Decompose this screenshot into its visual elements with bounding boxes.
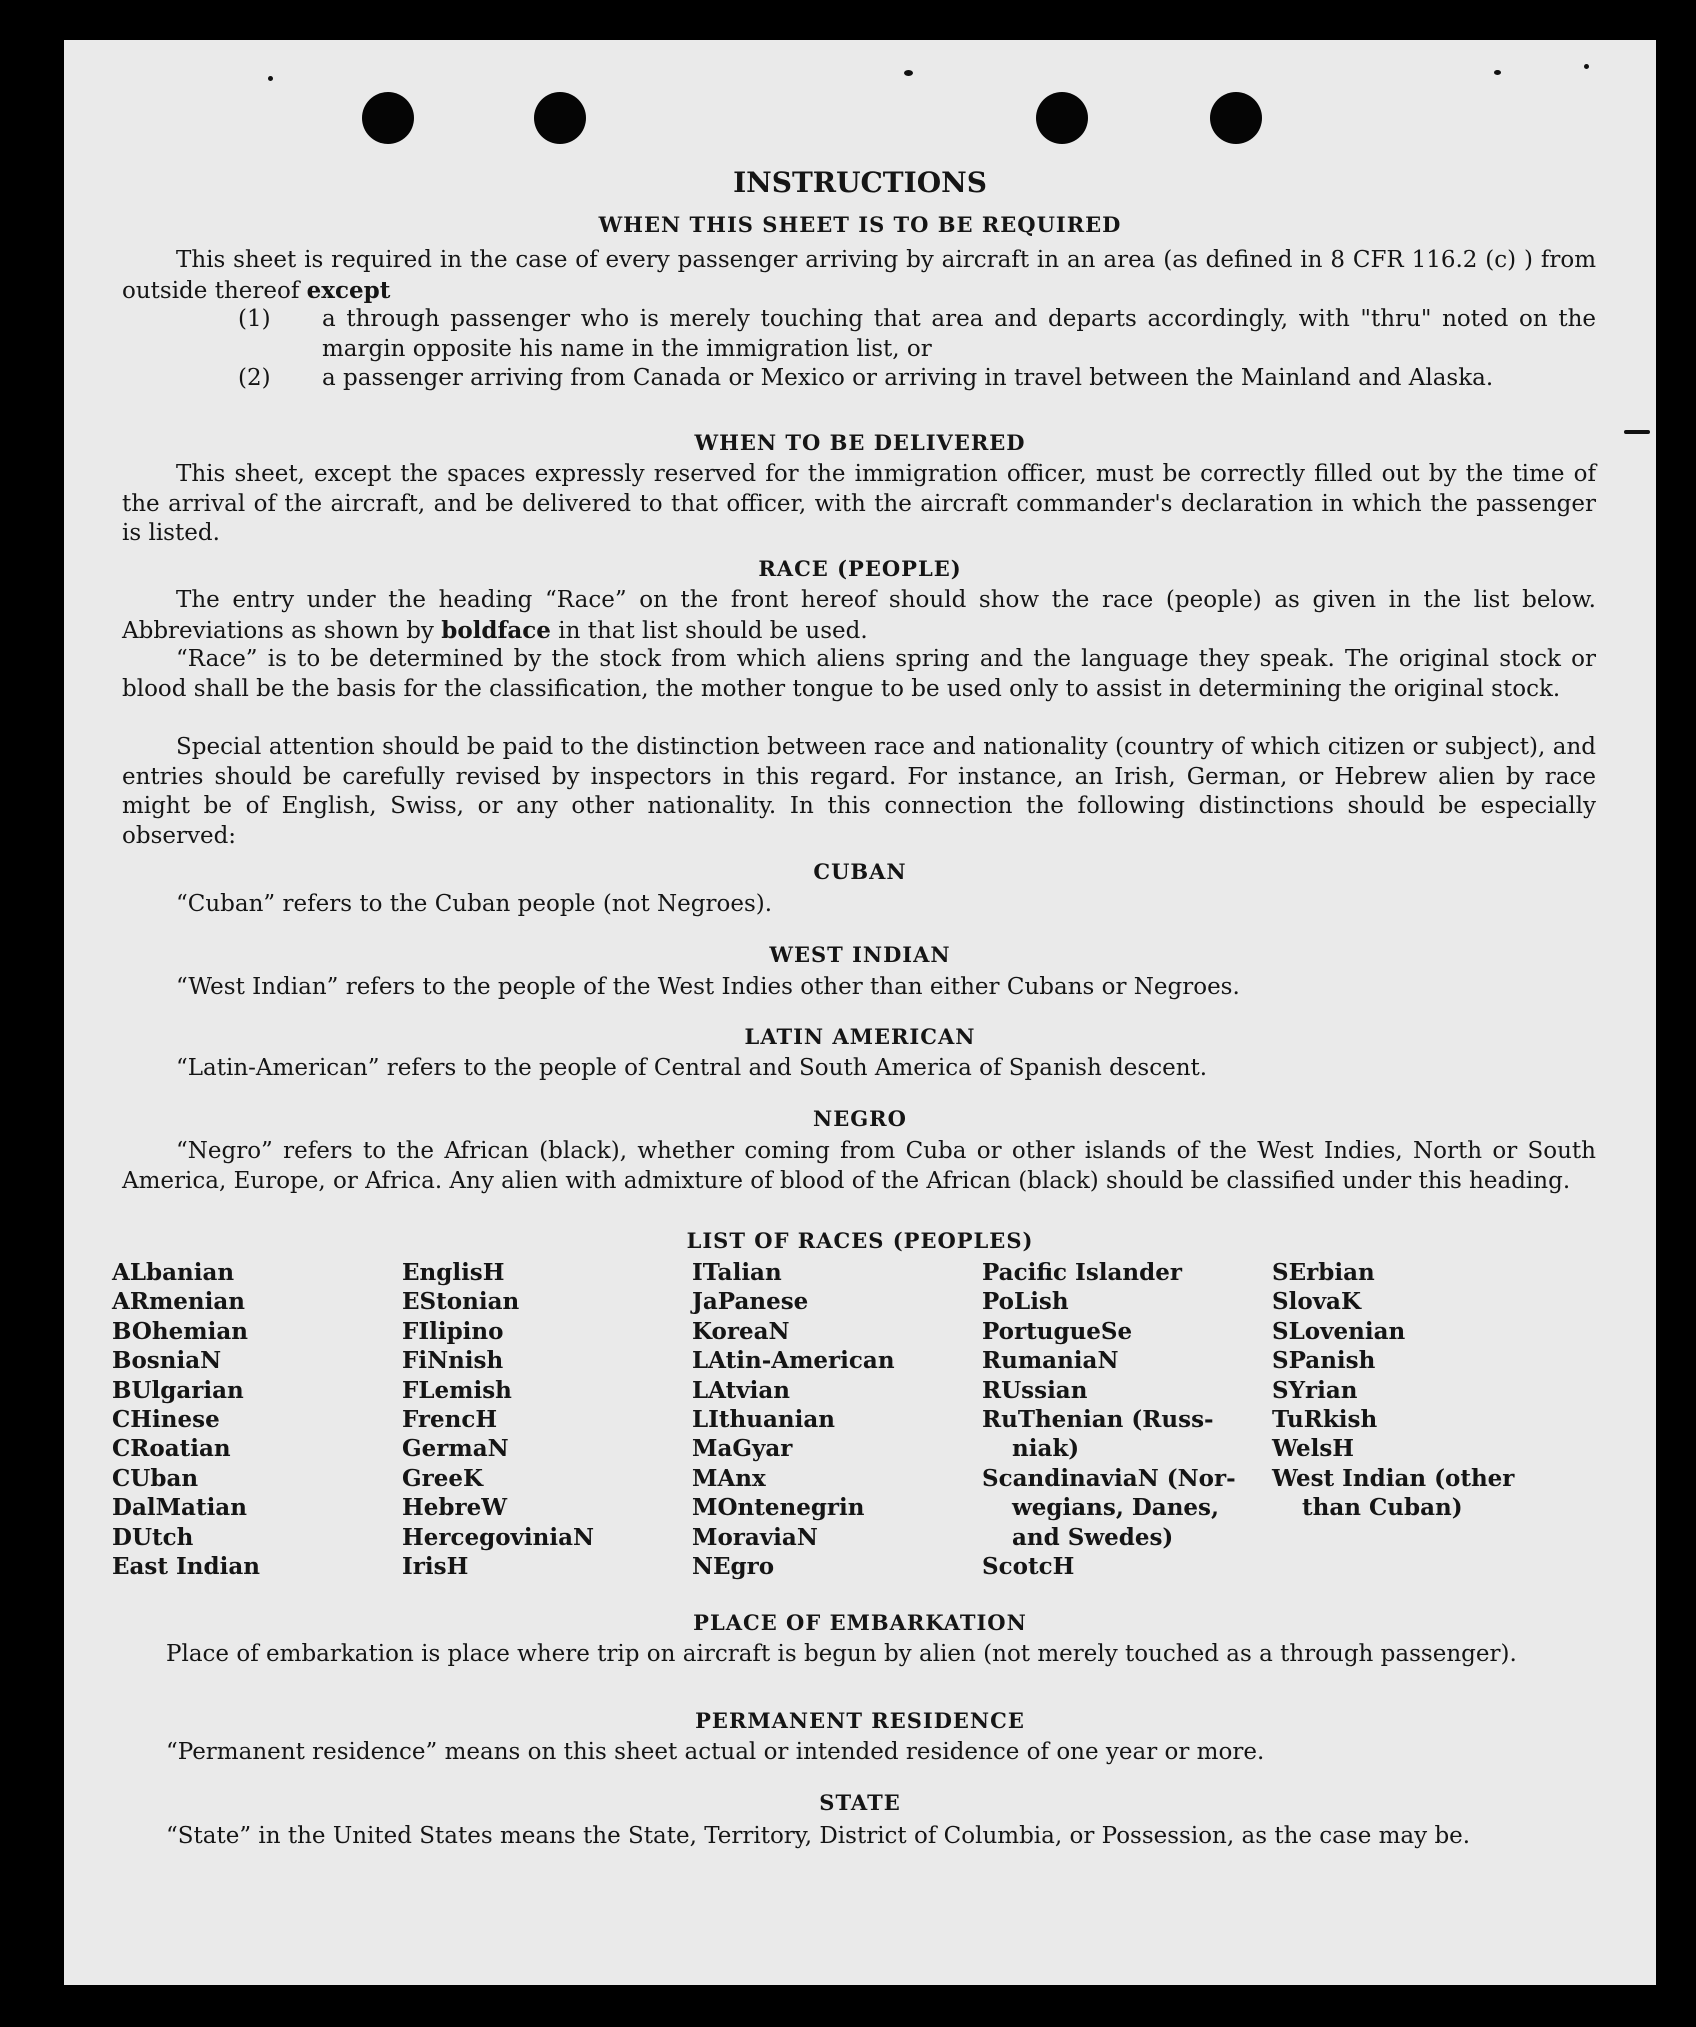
race-entry: ARmenian: [112, 1288, 246, 1316]
race-entry: BOhemian: [112, 1317, 248, 1345]
heading-cuban: CUBAN: [813, 859, 907, 884]
race-entry: TuRkish: [1272, 1406, 1378, 1434]
heading-west-indian: WEST INDIAN: [769, 942, 951, 967]
race-entry: RUssian: [982, 1376, 1088, 1404]
delivered-text: This sheet, except the spaces expressly reserved for the immigration officer, must be correctly filled out by the time of the arrival of the aircraft, and be delivered to that officer, with the aircraft commander's declaration in which the passenger is listed.: [122, 461, 1596, 546]
race-entry: HebreW: [402, 1494, 508, 1522]
race-entry: ScandinaviaN (Nor-: [982, 1464, 1236, 1492]
punch-hole: [1036, 92, 1088, 144]
race-column: [112, 1258, 260, 1581]
speck: [1584, 64, 1589, 69]
race-entry: HercegoviniaN: [402, 1523, 595, 1551]
speck: [904, 70, 913, 76]
race-entry: SYrian: [1272, 1376, 1358, 1404]
race-entry: ITalian: [692, 1259, 782, 1286]
race-entry: ALbanian: [112, 1259, 235, 1286]
race-entry: CRoatian: [112, 1435, 231, 1463]
race-entry: CUban: [112, 1464, 199, 1492]
race-entry: DalMatian: [112, 1494, 247, 1522]
race-entry: BUlgarian: [112, 1376, 244, 1404]
heading-negro: NEGRO: [813, 1106, 907, 1131]
residence-text: “Permanent residence” means on this sheet actual or intended residence of one year or more.: [166, 1739, 1265, 1765]
race-entry: than Cuban): [1302, 1494, 1463, 1522]
race-paragraph-3: Special attention should be paid to the distinction between race and nationality (country of which citizen or subject), and entries should be carefully revised by inspectors in this regard. For instance, an Irish, German, or Hebrew alien by race might be of English, Swiss, or any other nationality. In this connection the following distinctions should be especially observed:: [122, 734, 1596, 849]
race-entry: GreeK: [402, 1464, 484, 1492]
race-entry: GermaN: [402, 1435, 509, 1463]
west-indian-text: “West Indian” refers to the people of the West Indies other than either Cubans or Negroes.: [176, 974, 1240, 1000]
race-entry: LAtin-American: [692, 1347, 895, 1375]
race-entry: FIlipino: [402, 1317, 504, 1345]
heading-list-of-races: LIST OF RACES (PEOPLES): [686, 1228, 1034, 1253]
race-entry: IrisH: [402, 1553, 469, 1581]
cuban-text: “Cuban” refers to the Cuban people (not Negroes).: [176, 891, 773, 917]
race-entry: FrencH: [402, 1406, 498, 1434]
race-entry: East Indian: [112, 1553, 260, 1581]
race-column: [982, 1258, 1236, 1581]
race-entry: SlovaK: [1272, 1288, 1361, 1316]
race-list: [112, 1258, 1612, 1588]
punch-hole: [362, 92, 414, 144]
race-entry: FiNnish: [402, 1347, 504, 1375]
race-entry: RumaniaN: [982, 1347, 1119, 1375]
race-entry: WelsH: [1272, 1435, 1355, 1463]
required-item-2: (2) a passenger arriving from Canada or Mexico or arriving in travel between the Mainland and Alaska.: [238, 365, 1494, 391]
heading-state: STATE: [819, 1790, 901, 1815]
embarkation-text: Place of embarkation is place where trip on aircraft is begun by alien (not merely touched as a through passenger).: [166, 1641, 1517, 1667]
race-entry: ScotcH: [982, 1553, 1075, 1581]
race-paragraph-1: The entry under the heading “Race” on the front hereof should show the race (people) as given in the list below. Abbreviations as shown by boldface in that list should be used.: [122, 587, 1596, 644]
race-column: [1272, 1258, 1514, 1523]
race-entry: BosniaN: [112, 1347, 222, 1375]
state-text: “State” in the United States means the State, Territory, District of Columbia, or Possession, as the case may be.: [166, 1823, 1471, 1849]
race-entry: PoLish: [982, 1288, 1069, 1316]
heading-race: RACE (PEOPLE): [758, 556, 962, 581]
race-entry: SPanish: [1272, 1347, 1376, 1375]
required-item-1: (1) a through passenger who is merely touching that area and departs accordingly, with "thru" noted on the margin opposite his name in the immigration list, or: [238, 306, 1596, 362]
race-entry: niak): [1012, 1435, 1080, 1463]
speck: [268, 76, 273, 81]
race-column: [402, 1258, 594, 1581]
heading-residence: PERMANENT RESIDENCE: [695, 1708, 1025, 1733]
race-entry: Pacific Islander: [982, 1259, 1182, 1286]
race-entry: LIthuanian: [692, 1406, 835, 1434]
heading-latin-american: LATIN AMERICAN: [744, 1024, 976, 1049]
race-entry: MAnx: [692, 1464, 766, 1492]
race-entry: MoraviaN: [692, 1523, 818, 1551]
heading-required: WHEN THIS SHEET IS TO BE REQUIRED: [598, 212, 1122, 237]
race-entry: West Indian (other: [1272, 1464, 1515, 1492]
race-entry: MOntenegrin: [692, 1494, 865, 1522]
race-entry: LAtvian: [692, 1376, 790, 1404]
punch-hole: [1210, 92, 1262, 144]
race-entry: CHinese: [112, 1406, 220, 1434]
race-entry: EnglisH: [402, 1259, 505, 1286]
race-paragraph-2: “Race” is to be determined by the stock from which aliens spring and the language they speak. The original stock or blood shall be the basis for the classification, the mother tongue to be used only to assist in determining the original stock.: [122, 646, 1596, 702]
punch-hole: [534, 92, 586, 144]
heading-embarkation: PLACE OF EMBARKATION: [693, 1610, 1027, 1635]
race-entry: and Swedes): [1012, 1523, 1174, 1551]
race-entry: SErbian: [1272, 1259, 1375, 1286]
page-title: INSTRUCTIONS: [733, 166, 987, 199]
race-column: [692, 1258, 895, 1581]
race-entry: MaGyar: [692, 1435, 793, 1463]
latin-american-text: “Latin-American” refers to the people of Central and South America of Spanish descent.: [176, 1055, 1208, 1081]
race-entry: KoreaN: [692, 1317, 790, 1345]
race-entry: wegians, Danes,: [1012, 1494, 1219, 1522]
race-entry: NEgro: [692, 1553, 775, 1581]
heading-delivered: WHEN TO BE DELIVERED: [694, 430, 1026, 455]
negro-text: “Negro” refers to the African (black), whether coming from Cuba or other islands of the West Indies, North or South America, Europe, or Africa. Any alien with admixture of blood of the African (black) should be classified under this heading.: [122, 1138, 1596, 1194]
race-entry: EStonian: [402, 1288, 520, 1316]
race-entry: SLovenian: [1272, 1317, 1406, 1345]
race-entry: DUtch: [112, 1523, 194, 1551]
race-entry: RuThenian (Russ-: [982, 1406, 1214, 1434]
race-entry: FLemish: [402, 1376, 512, 1404]
race-entry: JaPanese: [692, 1288, 809, 1316]
speck: [1494, 70, 1501, 75]
required-intro: This sheet is required in the case of every passenger arriving by aircraft in an area (as defined in 8 CFR 116.2 (c) ) from outside thereof except: [122, 247, 1596, 304]
document-page: [64, 40, 1656, 1985]
race-entry: PortugueSe: [982, 1317, 1133, 1345]
